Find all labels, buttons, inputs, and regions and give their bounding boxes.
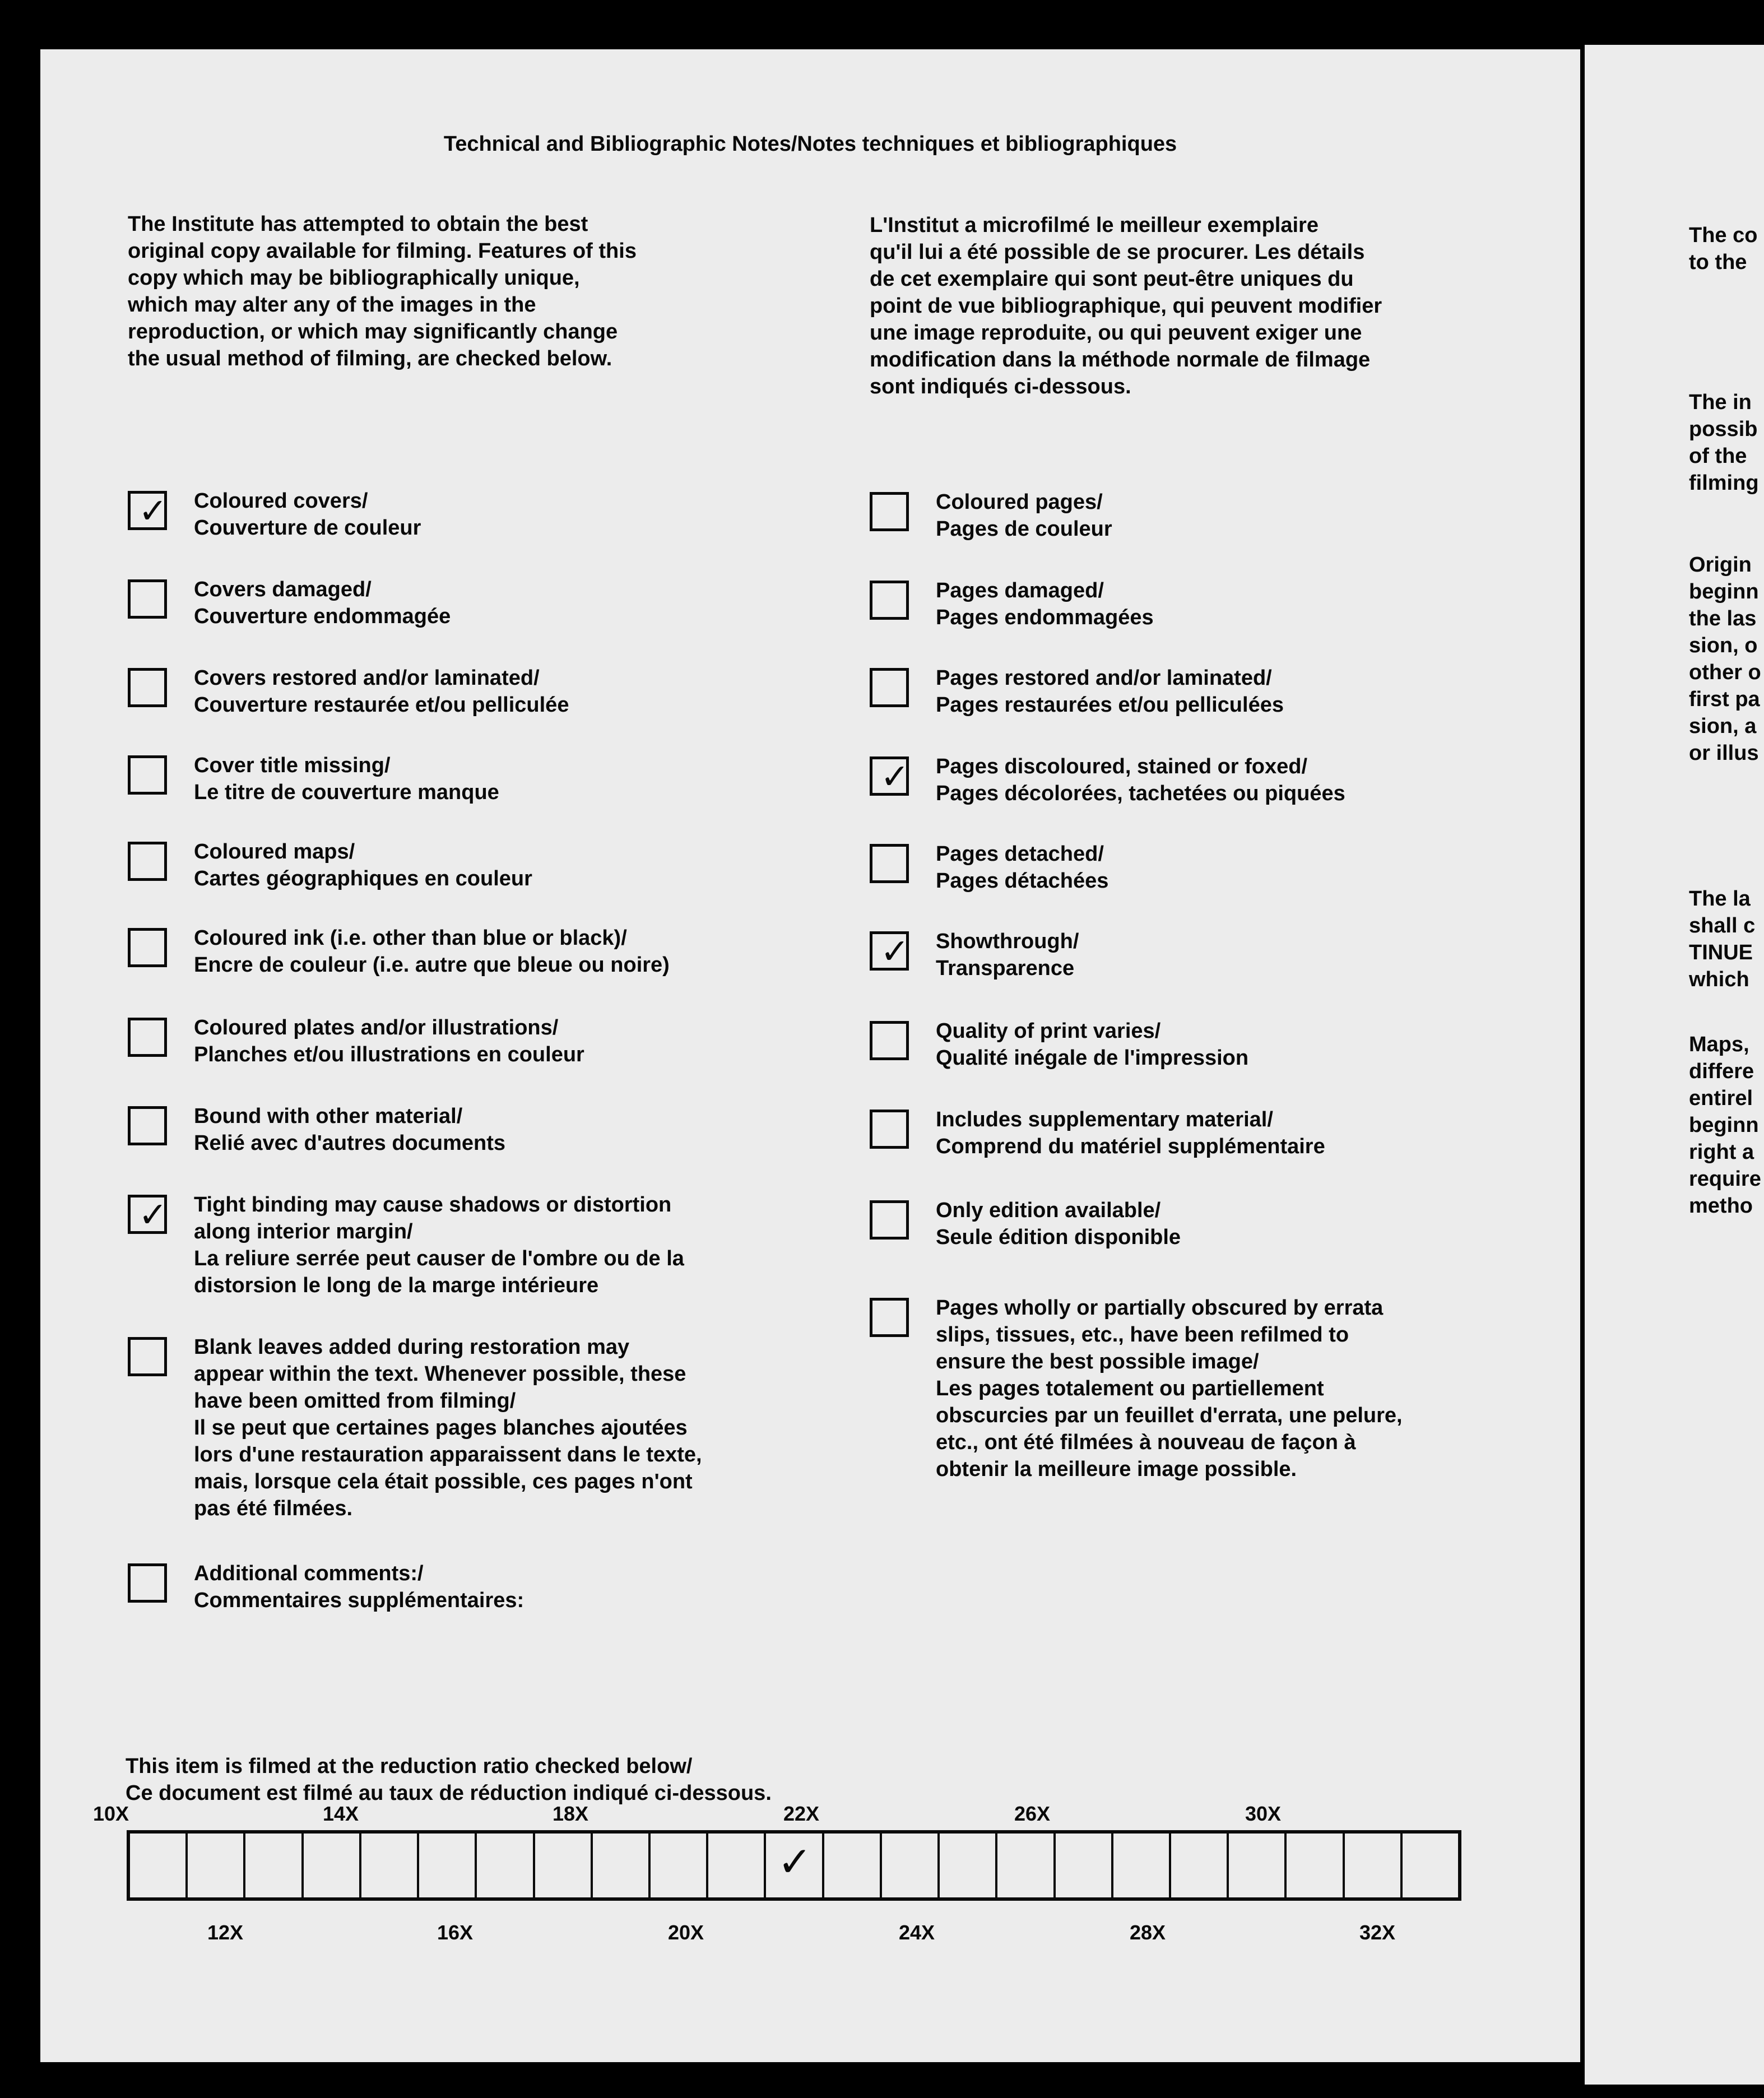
label-line: Planches et/ou illustrations en couleur [194,1043,584,1066]
label-line: mais, lorsque cela était possible, ces pages n'ont [194,1470,693,1493]
ratio-label: 20X [668,1921,704,1944]
ratio-cell[interactable] [535,1834,593,1897]
reduction-ratio-scale [93,1802,1461,1948]
label-line: Les pages totalement ou partiellement [936,1377,1324,1400]
label-line: Showthrough/ [936,930,1079,953]
fragment-line: Maps, [1689,1033,1749,1056]
checkbox[interactable] [870,581,909,620]
fragment-line: filming [1689,471,1759,495]
ratio-label: 14X [323,1802,359,1825]
label-line: Coloured pages/ [936,490,1103,514]
label-line: Cover title missing/ [194,754,391,777]
checkbox[interactable] [128,1195,167,1234]
checklist-label [194,925,670,978]
ratio-cell[interactable] [708,1834,766,1897]
checklist-label [936,489,1112,542]
ratio-cell[interactable] [1403,1834,1458,1897]
checklist-label [194,576,451,630]
label-line: Comprend du matériel supplémentaire [936,1135,1325,1158]
fragment-line: beginn [1689,580,1759,604]
checkmark-icon: ✓ [138,1194,168,1235]
checklist-label [936,753,1345,807]
checklist-label [936,1294,1403,1483]
fragment-line: possib [1689,417,1758,441]
intro-line: modification dans la méthode normale de filmage [870,348,1371,372]
label-line: obscurcies par un feuillet d'errata, une pelure, [936,1404,1403,1427]
ratio-cell[interactable] [1171,1834,1229,1897]
label-line: La reliure serrée peut causer de l'ombre ou de la [194,1247,684,1270]
intro-line: sont indiqués ci-dessous. [870,375,1131,398]
checklist-label [936,1106,1325,1160]
fragment-line: to the [1689,250,1747,274]
checklist-label [936,577,1154,631]
ratio-cell[interactable] [593,1834,651,1897]
ratio-label: 22X [783,1802,820,1825]
checkbox[interactable] [128,1337,167,1376]
ratio-cell[interactable] [651,1834,708,1897]
ratio-label: 10X [93,1802,129,1825]
ratio-cell[interactable] [766,1834,824,1897]
checkmark-icon: ✓ [880,931,909,972]
checkmark-icon: ✓ [880,756,909,797]
label-line: Pages restaurées et/ou pelliculées [936,693,1284,717]
checkbox[interactable] [128,755,167,795]
label-line: Encre de couleur (i.e. autre que bleue ou noire) [194,953,670,977]
ratio-label: 18X [553,1802,589,1825]
checklist-label [194,1191,684,1299]
ratio-label: 26X [1014,1802,1051,1825]
label-line: Quality of print varies/ [936,1019,1161,1043]
intro-line: which may alter any of the images in the [128,293,536,317]
fragment-line: other o [1689,661,1761,684]
intro-line: reproduction, or which may significantly change [128,320,618,344]
ratio-label: 24X [899,1921,935,1944]
ratio-cell[interactable] [1056,1834,1113,1897]
label-line: obtenir la meilleure image possible. [936,1458,1297,1481]
fragment-line: The la [1689,887,1751,911]
ratio-cell[interactable] [188,1834,245,1897]
fragment-line: differe [1689,1060,1754,1083]
fragment-line: right a [1689,1140,1754,1164]
checkbox[interactable] [870,1110,909,1149]
checklist-label [194,1103,505,1157]
label-line: Pages discoloured, stained or foxed/ [936,755,1308,778]
label-line: have been omitted from filming/ [194,1389,516,1413]
ratio-cell[interactable] [997,1834,1055,1897]
fragment-line: metho [1689,1194,1753,1218]
fragment-line: Origin [1689,553,1752,577]
checklist-label [194,838,532,892]
checkbox[interactable] [870,668,909,707]
label-line: Covers damaged/ [194,578,372,601]
reduction-statement [126,1753,772,1807]
fragment-line: which [1689,968,1749,991]
ratio-cell[interactable] [940,1834,997,1897]
checkbox[interactable] [870,931,909,971]
intro-line: une image reproduite, ou qui peuvent exiger une [870,321,1362,345]
label-line: Il se peut que certaines pages blanches ajoutées [194,1416,688,1440]
ratio-cell[interactable] [361,1834,419,1897]
checkbox[interactable] [870,1298,909,1337]
checkbox[interactable] [128,668,167,707]
label-line: Cartes géographiques en couleur [194,867,532,890]
checkbox[interactable] [128,1563,167,1603]
ratio-label: 28X [1130,1921,1166,1944]
fragment-line: The co [1689,224,1758,247]
fragment-line: of the [1689,444,1747,468]
label-line: Pages detached/ [936,842,1104,866]
checklist-label [936,928,1079,982]
fragment-line: The in [1689,391,1752,414]
ratio-cell[interactable] [882,1834,940,1897]
checkmark-icon: ✓ [138,490,168,531]
intro-line: de cet exemplaire qui sont peut-être uniques du [870,267,1354,291]
fragment-line: entirel [1689,1087,1753,1110]
intro-line: the usual method of filming, are checked below. [128,347,612,370]
ratio-cell[interactable] [1229,1834,1287,1897]
reduction-line: This item is filmed at the reduction ratio checked below/ [126,1754,693,1778]
checklist-label [194,1014,584,1068]
checklist-label [194,1560,524,1614]
ratio-cell[interactable] [130,1834,188,1897]
ratio-cell[interactable] [477,1834,535,1897]
ratio-label: 12X [207,1921,244,1944]
label-line: Bound with other material/ [194,1104,463,1128]
label-line: Couverture restaurée et/ou pelliculée [194,693,569,717]
ratio-label: 30X [1245,1802,1282,1825]
label-line: Le titre de couverture manque [194,781,499,804]
label-line: Pages détachées [936,869,1109,893]
label-line: Coloured covers/ [194,489,368,513]
label-line: etc., ont été filmées à nouveau de façon à [936,1431,1356,1454]
label-line: Pages endommagées [936,606,1154,629]
ratio-cell[interactable] [1113,1834,1171,1897]
label-line: Pages damaged/ [936,579,1104,602]
checklist-label [194,665,569,718]
checkbox[interactable] [128,928,167,967]
intro-english [128,211,637,372]
fragment-line: beginn [1689,1113,1759,1137]
label-line: Seule édition disponible [936,1226,1181,1249]
ratio-label: 16X [437,1921,474,1944]
label-line: Coloured plates and/or illustrations/ [194,1016,559,1039]
page-title: Technical and Bibliographic Notes/Notes techniques et bibliographiques [443,132,1177,156]
fragment-line: the las [1689,607,1757,630]
label-line: Pages décolorées, tachetées ou piquées [936,782,1345,805]
checkbox[interactable] [128,842,167,881]
label-line: pas été filmées. [194,1497,353,1520]
label-line: distorsion le long de la marge intérieure [194,1274,599,1297]
fragment-line: first pa [1689,688,1760,711]
label-line: slips, tissues, etc., have been refilmed to [936,1323,1349,1347]
intro-line: L'Institut a microfilmé le meilleur exemplaire [870,213,1319,237]
checkbox[interactable] [870,844,909,883]
ratio-cell[interactable] [304,1834,361,1897]
label-line: ensure the best possible image/ [936,1350,1259,1373]
checkbox[interactable] [870,756,909,796]
label-line: appear within the text. Whenever possible, these [194,1362,686,1386]
checklist-label [194,488,421,541]
ratio-cell[interactable] [824,1834,882,1897]
label-line: lors d'une restauration apparaissent dans le texte, [194,1443,702,1466]
label-line: Additional comments:/ [194,1562,424,1585]
checklist-label [194,1334,702,1522]
ratio-label: 32X [1359,1921,1396,1944]
intro-line: The Institute has attempted to obtain the best [128,212,588,236]
ratio-cell[interactable] [245,1834,303,1897]
checkmark-icon: ✓ [777,1838,813,1886]
intro-line: original copy available for filming. Features of this [128,239,637,263]
label-line: Relié avec d'autres documents [194,1131,506,1155]
label-line: Only edition available/ [936,1199,1161,1222]
label-line: Blank leaves added during restoration may [194,1335,630,1359]
checkbox[interactable] [128,491,167,530]
ratio-cells [127,1830,1461,1901]
checklist-label [936,665,1284,718]
fragment-line: require [1689,1167,1761,1191]
checkbox[interactable] [870,1021,909,1060]
checkbox[interactable] [870,492,909,531]
checkbox[interactable] [128,1106,167,1145]
label-line: Covers restored and/or laminated/ [194,666,540,690]
label-line: Couverture de couleur [194,516,421,540]
label-line: Includes supplementary material/ [936,1108,1273,1131]
intro-line: point de vue bibliographique, qui peuvent modifier [870,294,1382,318]
fragment-line: sion, a [1689,714,1757,738]
reduction-line: Ce document est filmé au taux de réduction indiqué ci-dessous. [126,1781,772,1805]
checklist-label [936,841,1108,894]
label-line: Coloured ink (i.e. other than blue or black)/ [194,926,627,950]
label-line: Qualité inégale de l'impression [936,1046,1249,1070]
adjacent-page-fragment [1585,45,1764,2085]
checkbox[interactable] [870,1200,909,1240]
ratio-cell[interactable] [1345,1834,1403,1897]
label-line: along interior margin/ [194,1220,413,1243]
checklist-label [194,752,499,806]
fragment-line: or illus [1689,741,1759,765]
label-line: Pages de couleur [936,517,1112,541]
notes-page [40,49,1580,2062]
label-line: Coloured maps/ [194,840,355,864]
fragment-line: TINUE [1689,941,1753,964]
checkbox[interactable] [128,579,167,619]
fragment-line: shall c [1689,914,1756,937]
ratio-cell[interactable] [1287,1834,1344,1897]
fragment-line: sion, o [1689,634,1758,657]
intro-french [870,212,1382,400]
ratio-cell[interactable] [419,1834,477,1897]
intro-line: copy which may be bibliographically unique, [128,266,580,290]
label-line: Pages wholly or partially obscured by errata [936,1296,1384,1320]
checklist-label [936,1018,1248,1071]
checklist-label [936,1197,1181,1251]
label-line: Pages restored and/or laminated/ [936,666,1272,690]
label-line: Commentaires supplémentaires: [194,1589,524,1612]
intro-line: qu'il lui a été possible de se procurer. Les détails [870,240,1365,264]
label-line: Couverture endommagée [194,605,451,628]
label-line: Tight binding may cause shadows or distortion [194,1193,672,1217]
checkbox[interactable] [128,1018,167,1057]
label-line: Transparence [936,957,1075,980]
